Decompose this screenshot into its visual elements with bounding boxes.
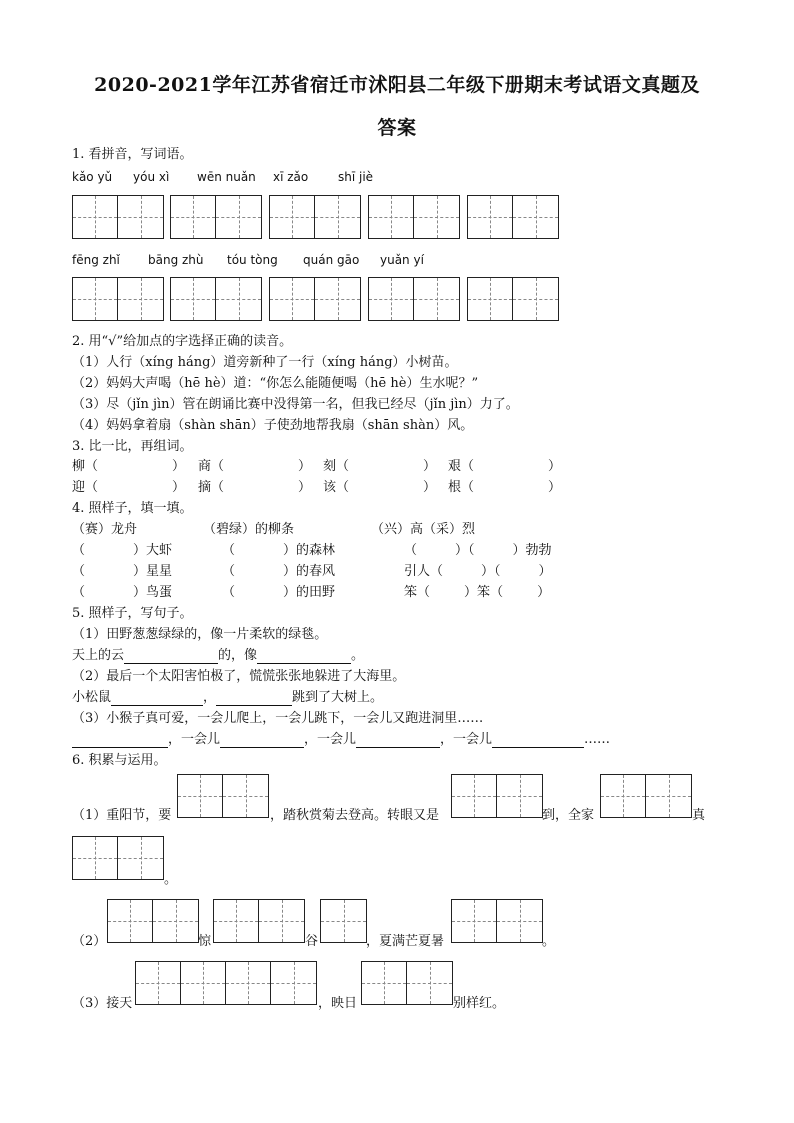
text: ，一会儿: [168, 732, 221, 747]
q6-text: 。: [542, 934, 556, 949]
pinyin: xī zǎo: [273, 170, 309, 184]
pinyin: kǎo yǔ: [72, 170, 113, 184]
answer-blank[interactable]: [220, 735, 304, 748]
answer-blank[interactable]: [257, 651, 351, 664]
answer-grid[interactable]: [320, 899, 367, 943]
q5-answer-line: [72, 690, 383, 706]
text: ，一会儿: [304, 732, 357, 747]
q6-text: 到，全家: [542, 808, 595, 823]
answer-grid[interactable]: [269, 277, 361, 321]
text: 的，像: [218, 648, 258, 663]
q6-text: （3）接天: [72, 996, 133, 1011]
q6-text: （1）重阳节，要: [72, 808, 172, 823]
q1-heading: 1. 看拼音，写词语。: [72, 147, 193, 162]
char: 商: [198, 459, 212, 474]
q2-item: （2）妈妈大声喝（hē hè）道：“你怎么能随便喝（hē hè）生水呢？”: [72, 376, 479, 391]
q5-answer-line: [72, 732, 610, 748]
q5-example: （2）最后一个太阳害怕极了，慌慌张张地躲进了大海里。: [72, 669, 406, 684]
answer-grid[interactable]: [72, 836, 164, 880]
answer-grid[interactable]: [368, 195, 460, 239]
q4-example: （兴）高（采）烈: [371, 522, 476, 537]
q4-example: （赛）龙舟: [72, 522, 138, 537]
text: ……: [584, 732, 611, 747]
char: 艰: [448, 459, 462, 474]
answer-grid[interactable]: [467, 195, 559, 239]
q2-item: （1）人行（xíng háng）道旁新种了一行（xíng háng）小树苗。: [72, 355, 458, 370]
pinyin: quán gāo: [303, 253, 360, 267]
page-title-line1: 2020-2021学年江苏省宿迁市沭阳县二年级下册期末考试语文真题及: [94, 74, 700, 96]
answer-grid[interactable]: [451, 899, 543, 943]
exam-page: 2020-2021学年江苏省宿迁市沭阳县二年级下册期末考试语文真题及 答案 1. 看拼音，写词语。 kǎo yǔ yóu xì wēn nuǎn xī zǎo shī jiè fēng zhǐ bāng zhù tóu tòng quán gāo yuǎn yí 2. 用“√”给加点的字选择正确的读音。 （1）人行（xíng háng）道旁新种了一行（xíng háng）小树苗。 （2）妈妈大声喝（hē hè）道：“你怎么能随便喝（hē hè）生水呢？” （3）尽（jǐn jìn）管在朗诵比赛中没得第一名，但我已经尽（jǐn jìn）力了。 （4）妈妈拿着扇（shàn shān）子使劲地帮我扇（shān shàn）风。 3. 比一比，再组词。 柳（ ） 商（ ） 刻（ ） 艰（ ） 迎（ ） 摘（ ） 该（ ） 根（ ） 4. 照样子，填一填。 （赛）龙舟 （碧绿）的柳条 （兴）高（采）烈 （ ）大虾 （ ）的森林 （ ）（ ）勃勃 （ ）星星 （ ）的春风 引人（ ）（ ） （ ）鸟蛋 （ ）的田野 笨（ ）笨（ ） 5. 照样子，写句子。 （1）田野葱葱绿绿的，像一片柔软的绿毯。 天上的云 的，像 。 （2）最后一个太阳害怕极了，慌慌张张地躲进了大海里。 小松鼠 ， 跳到了大树上。 （3）小猴子真可爱，一会儿爬上，一会儿跳下，一会儿又跑进洞里…… ，一会儿 ，一会儿 ，一会儿 …… 6. 积累与运用。 （1）重阳节，要 ，踏秋赏菊去登高。转眼又是 到，全家 真 。 （2） 惊 谷 ，夏满芒夏暑 。 （3）接天 ，映日 别样红。: [0, 0, 794, 1123]
answer-blank[interactable]: [216, 693, 292, 706]
q4-word: 的春风: [296, 564, 336, 579]
char: 该: [323, 480, 337, 495]
text: ，一会儿: [440, 732, 493, 747]
q3-char: 迎（ ）: [72, 480, 186, 495]
q2-item: （4）妈妈拿着扇（shàn shān）子使劲地帮我扇（shān shàn）风。: [72, 418, 474, 433]
pinyin: shī jiè: [338, 170, 374, 184]
q4-word: 大虾: [146, 543, 173, 558]
answer-blank[interactable]: [356, 735, 440, 748]
q4-word: 的田野: [296, 585, 336, 600]
q4-word: 引人: [404, 564, 431, 579]
q4-word: 星星: [146, 564, 173, 579]
answer-grid[interactable]: [107, 899, 199, 943]
answer-blank[interactable]: [111, 693, 203, 706]
pinyin: fēng zhǐ: [72, 253, 120, 267]
page-title-line2: 答案: [377, 117, 417, 139]
q6-text: （2）: [72, 934, 107, 949]
q2-item: （3）尽（jǐn jìn）管在朗诵比赛中没得第一名，但我已经尽（jǐn jìn）力了。: [72, 397, 519, 412]
answer-grid[interactable]: [170, 195, 262, 239]
q6-text: 谷: [305, 934, 319, 949]
char: 根: [448, 480, 462, 495]
answer-grid[interactable]: [451, 774, 543, 818]
answer-grid[interactable]: [72, 277, 164, 321]
q4-word: 笨: [404, 585, 418, 600]
pinyin: yuǎn yí: [380, 253, 424, 267]
answer-grid[interactable]: [135, 961, 317, 1005]
q4-word: 笨: [477, 585, 491, 600]
q5-example: （1）田野葱葱绿绿的，像一片柔软的绿毯。: [72, 627, 328, 642]
q6-heading: 6. 积累与运用。: [72, 753, 167, 768]
answer-grid[interactable]: [600, 774, 692, 818]
q4-word: 勃勃: [525, 543, 552, 558]
text: ，: [203, 690, 217, 705]
q4-word: 鸟蛋: [146, 585, 173, 600]
q3-char: 艰（ ）: [448, 459, 562, 474]
answer-grid[interactable]: [170, 277, 262, 321]
pinyin: yóu xì: [133, 170, 170, 184]
text: 天上的云: [72, 648, 125, 663]
q6-text: 惊: [198, 934, 212, 949]
answer-blank[interactable]: [492, 735, 584, 748]
answer-grid[interactable]: [368, 277, 460, 321]
q3-char: 柳（ ）: [72, 459, 186, 474]
q6-text: ，踏秋赏菊去登高。转眼又是: [270, 808, 440, 823]
char: 迎: [72, 480, 86, 495]
answer-blank[interactable]: [124, 651, 218, 664]
answer-grid[interactable]: [177, 774, 269, 818]
answer-grid[interactable]: [269, 195, 361, 239]
char: 刻: [323, 459, 337, 474]
answer-grid[interactable]: [72, 195, 164, 239]
q3-char: 该（ ）: [323, 480, 437, 495]
answer-grid[interactable]: [361, 961, 453, 1005]
q4-heading: 4. 照样子，填一填。: [72, 501, 193, 516]
q6-text: ，夏满芒夏暑: [366, 934, 445, 949]
q2-heading: 2. 用“√”给加点的字选择正确的读音。: [72, 334, 293, 349]
pinyin: wēn nuǎn: [197, 170, 256, 184]
text: 。: [351, 648, 365, 663]
pinyin: tóu tòng: [227, 253, 278, 267]
answer-blank[interactable]: [72, 735, 168, 748]
q4-example: （碧绿）的柳条: [203, 522, 295, 537]
q3-char: 根（ ）: [448, 480, 562, 495]
char: 摘: [198, 480, 212, 495]
pinyin: bāng zhù: [148, 253, 204, 267]
q6-text: 别样红。: [453, 996, 506, 1011]
q5-example: （3）小猴子真可爱，一会儿爬上，一会儿跳下，一会儿又跑进洞里……: [72, 711, 484, 726]
q4-word: 的森林: [296, 543, 336, 558]
q3-char: 摘（ ）: [198, 480, 312, 495]
q3-char: 商（ ）: [198, 459, 312, 474]
q6-text: 真: [692, 808, 706, 823]
q5-heading: 5. 照样子，写句子。: [72, 606, 193, 621]
answer-grid[interactable]: [213, 899, 305, 943]
q6-text: ，映日: [318, 996, 358, 1011]
char: 柳: [72, 459, 86, 474]
q6-text: 。: [164, 872, 178, 887]
text: 小松鼠: [72, 690, 112, 705]
text: 跳到了大树上。: [292, 690, 384, 705]
q3-char: 刻（ ）: [323, 459, 437, 474]
q3-heading: 3. 比一比，再组词。: [72, 439, 193, 454]
answer-grid[interactable]: [467, 277, 559, 321]
q5-answer-line: [72, 648, 364, 664]
